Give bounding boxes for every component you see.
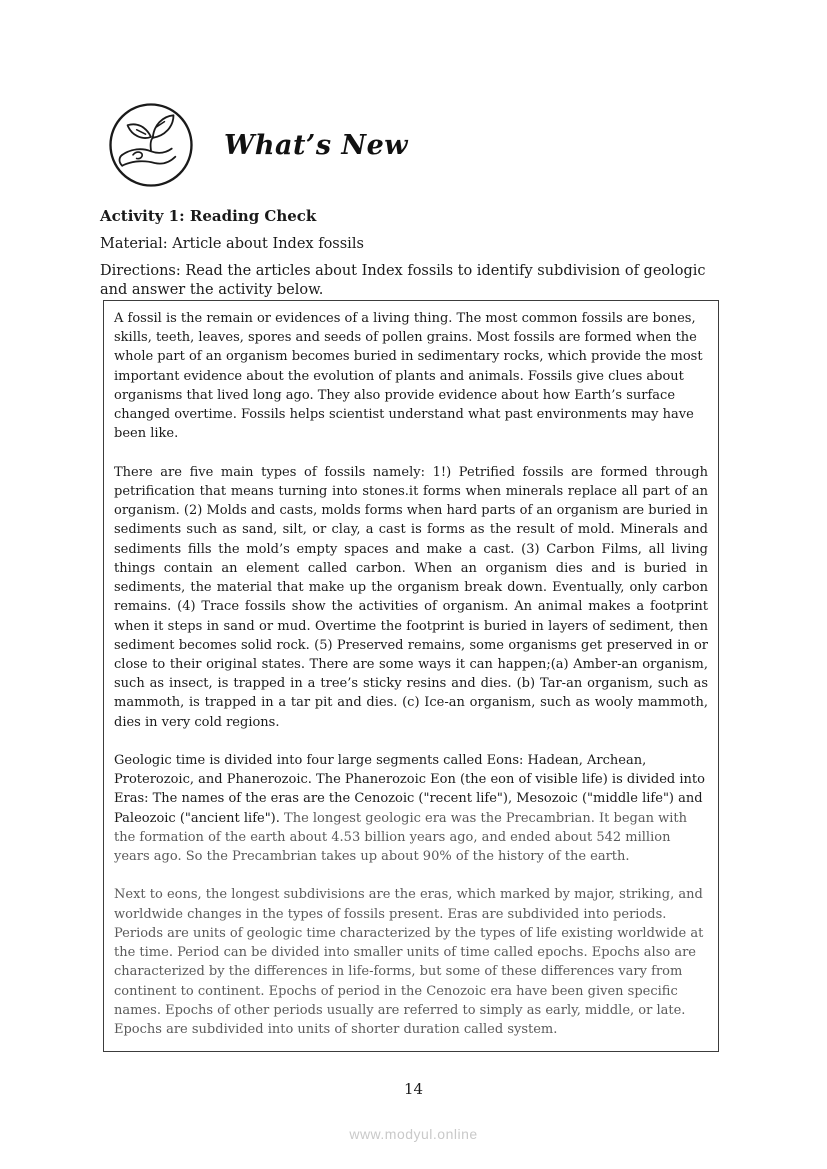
- article-paragraph-3-part2: The longest geologic era was the Precambrian. It began with the formation of the earth about 4.53 billion years ago, and ended about 542 million years ago. So the Precambrian takes up about 90% of the history of the earth.: [114, 810, 687, 865]
- page-number: 14: [403, 1080, 424, 1098]
- activity-heading: Activity 1: Reading Check: [100, 207, 317, 225]
- article-paragraph-1: A fossil is the remain or evidences of a living thing. The most common fossils are bones, skills, teeth, leaves, spores and seeds of pollen grains. Most fossils are formed when the whole part of an organism becomes buried in sedimentary rocks, which provide the most important evidence about the evolution of plants and animals. Fossils give clues about organisms that lived long ago. They also provide evidence about how Earth’s surface changed overtime. Fossils helps scientist understand what past environments may have been like.: [114, 311, 703, 442]
- hand-holding-plant-icon: [106, 100, 196, 190]
- activity-section: [100, 207, 718, 300]
- article-box: [103, 300, 719, 1052]
- article-paragraph-3: [114, 751, 708, 866]
- watermark-text: www.modyul.online: [349, 1126, 478, 1142]
- article-paragraph-3-part1: Geologic time is divided into four large segments called Eons: Hadean, Archean, Proterozoic, and Phanerozoic. The Phanerozoic Eon (the eon of visible life) is divided into Eras: The names of the eras are the Cenozoic ("recent life"), Mesozoic ("middle life") and Paleozoic ("ancient life").: [114, 752, 705, 826]
- article-paragraph-2: There are five main types of fossils namely: 1!) Petrified fossils are formed through petrification that means turning into stones.it forms when minerals replace all part of an organism. (2) Molds and casts, molds forms when hard parts of an organism are buried in sediments such as sand, silt, or clay, a cast is forms as the result of mold. Minerals and sediments fills the mold’s empty spaces and make a cast. (3) Carbon Films, all living things contain an element called carbon. When an organism dies and is buried in sediments, the material that make up the organism break down. Eventually, only carbon remains. (4) Trace fossils show the activities of organism. An animal makes a footprint when it steps in sand or mud. Overtime the footprint is buried in layers of sediment, then sediment becomes solid rock. (5) Preserved remains, some organisms get preserved in or close to their original states. There are some ways it can happen;(a) Amber-an organism, such as insect, is trapped in a tree’s sticky resins and dies. (b) Tar-an organism, such as mammoth, is trapped in a tar pit and dies. (c) Ice-an organism, such as wooly mammoth, dies in very cold regions.: [114, 464, 708, 730]
- article-paragraph-4: Next to eons, the longest subdivisions are the eras, which marked by major, striking, and worldwide changes in the types of fossils present. Eras are subdivided into periods. Periods are units of geologic time characterized by the types of life existing worldwide at the time. Period can be divided into smaller units of time called epochs. Epochs also are characterized by the differences in life-forms, but some of these differences vary from continent to continent. Epochs of period in the Cenozoic era have been given specific names. Epochs of other periods usually are referred to simply as early, middle, or late. Epochs are subdivided into units of shorter duration called system.: [114, 887, 704, 1037]
- material-line: Material: Article about Index fossils: [100, 236, 364, 252]
- section-header: [106, 100, 408, 190]
- page-title: What’s New: [224, 129, 409, 161]
- directions-line: Directions: Read the articles about Index fossils to identify subdivision of geologic and answer the activity below.: [100, 263, 706, 298]
